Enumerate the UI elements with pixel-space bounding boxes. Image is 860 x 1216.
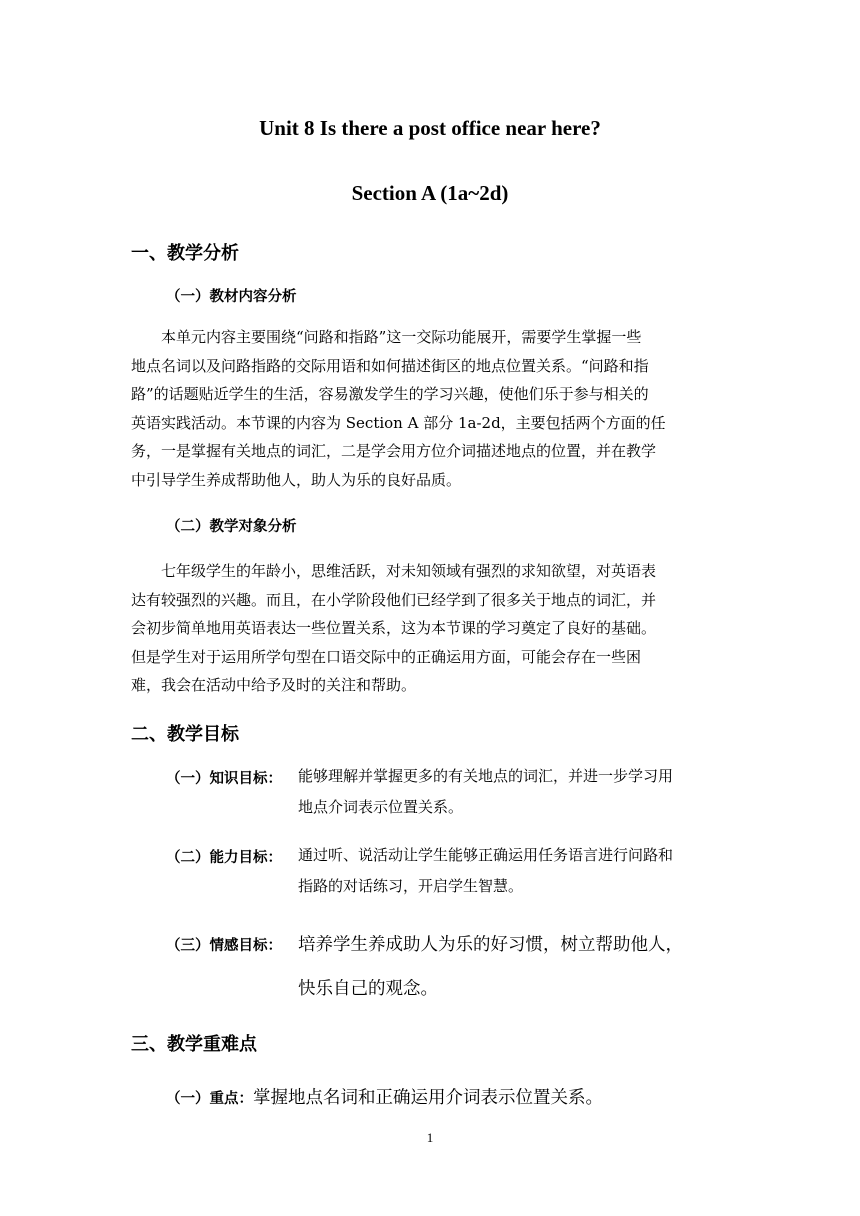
- goal-knowledge: [166, 765, 732, 827]
- paragraph-material-analysis: [131, 323, 731, 495]
- goal-text: [298, 923, 732, 1011]
- text-line: 路”的话题贴近学生的生活，容易激发学生的学习兴趣，使他们乐于参与相关的: [131, 385, 649, 404]
- subsection-heading-material: （一）教材内容分析: [166, 289, 297, 305]
- document-subtitle: Section A (1a~2d): [351, 181, 509, 205]
- text-line: 务，一是掌握有关地点的词汇，二是学会用方位介词描述地点的位置，并在教学: [131, 442, 657, 461]
- text-line: 本单元内容主要围绕“问路和指路”这一交际功能展开，需要学生掌握一些: [161, 328, 642, 346]
- text-line: 会初步简单地用英语表达一些位置关系，这为本节课的学习奠定了良好的基础。: [131, 619, 657, 638]
- section-heading-key-points: 三、教学重难点: [131, 1034, 257, 1055]
- goal-label: （二）能力目标：: [166, 850, 282, 866]
- text-line: 中引导学生养成帮助他人，助人为乐的良好品质。: [131, 470, 462, 489]
- goal-label: （三）情感目标：: [166, 938, 282, 954]
- text-line: 培养学生养成助人为乐的好习惯，树立帮助他人，: [298, 935, 683, 955]
- text-line: 但是学生对于运用所学句型在口语交际中的正确运用方面，可能会存在一些困: [131, 647, 642, 666]
- key-point-text: 掌握地点名词和正确运用介词表示位置关系。: [253, 1088, 603, 1108]
- text-line: 快乐自己的观念。: [298, 979, 438, 999]
- text-line: 难，我会在活动中给予及时的关注和帮助。: [131, 676, 417, 695]
- goal-emotion: [166, 932, 732, 1002]
- text-line: 七年级学生的年龄小，思维活跃，对未知领域有强烈的求知欲望，对英语表: [161, 562, 657, 580]
- goal-text: [298, 761, 732, 823]
- key-point-row: [166, 1084, 603, 1109]
- text-line: 能够理解并掌握更多的有关地点的词汇，并进一步学习用: [298, 767, 674, 785]
- document-title: Unit 8 Is there a post office near here?: [259, 116, 601, 140]
- text-line: 指路的对话练习，开启学生智慧。: [298, 877, 524, 895]
- section-heading-objectives: 二、教学目标: [131, 724, 239, 745]
- key-point-label: （一）重点：: [166, 1091, 253, 1107]
- section-heading-analysis: 一、教学分析: [131, 243, 239, 264]
- text-line: 地点介词表示位置关系。: [298, 798, 464, 816]
- goal-label: （一）知识目标：: [166, 771, 282, 787]
- goal-text: [298, 840, 732, 902]
- text-line: 达有较强烈的兴趣。而且，在小学阶段他们已经学到了很多关于地点的词汇，并: [131, 590, 657, 609]
- subsection-heading-students: （二）教学对象分析: [166, 519, 297, 535]
- goal-ability: [166, 844, 732, 906]
- text-line: 通过听、说活动让学生能够正确运用任务语言进行问路和: [298, 846, 674, 864]
- text-line: 地点名词以及问路指路的交际用语和如何描述街区的地点位置关系。“问路和指: [131, 356, 649, 375]
- text-line: 英语实践活动。本节课的内容为 Section A 部分 1a-2d，主要包括两个方面的任: [131, 413, 666, 432]
- paragraph-student-analysis: [131, 557, 731, 700]
- page-number: 1: [426, 1130, 434, 1145]
